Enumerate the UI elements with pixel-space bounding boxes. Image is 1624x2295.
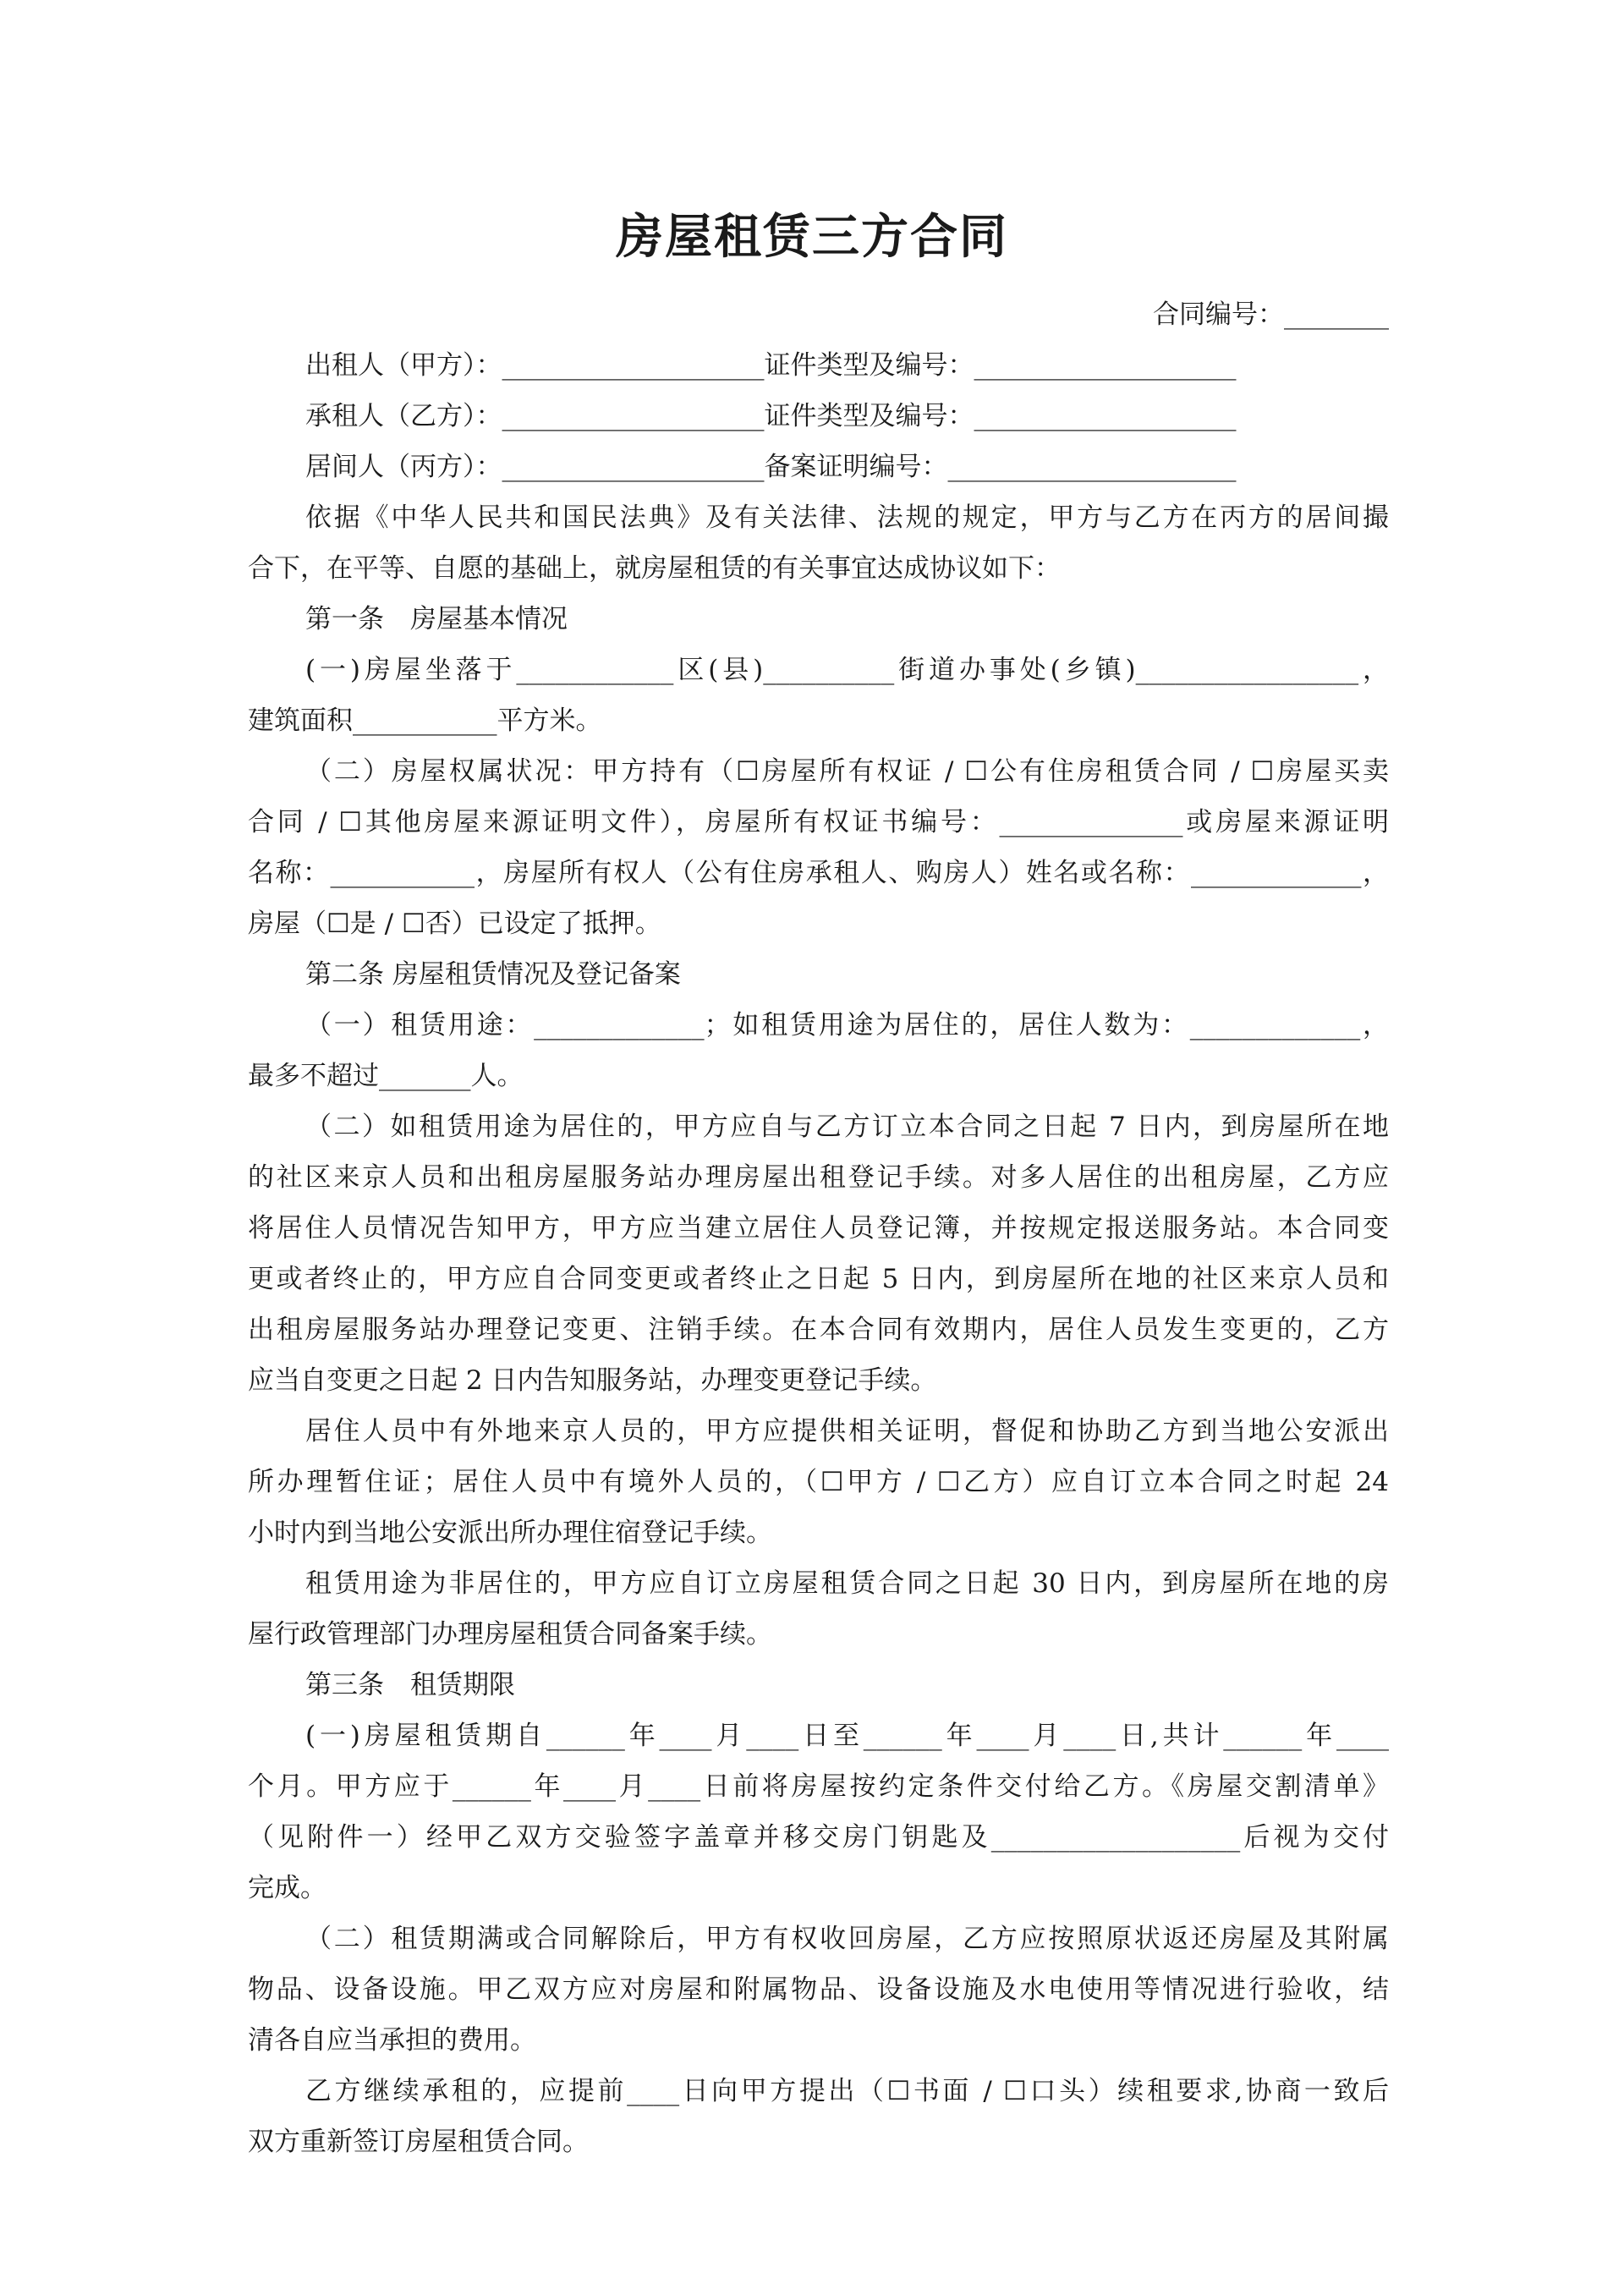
paragraph-line: (一)房屋租赁期自______年____月____日至______年____月____日,共计______年____ [305, 1721, 1389, 1751]
paragraph-line: (一)房屋坐落于____________区(县)__________街道办事处(乡镇)_________________， [305, 655, 1389, 685]
article-2-heading: 第二条 房屋租赁情况及登记备案 [305, 959, 681, 990]
paragraph-line: 更或者终止的，甲方应自合同变更或者终止之日起 5 日内，到房屋所在地的社区来京人员和 [248, 1264, 1389, 1294]
preamble-line: 依据《中华人民共和国民法典》及有关法律、法规的规定，甲方与乙方在丙方的居间撮 [305, 502, 1389, 533]
document-title: 房屋租赁三方合同 [616, 209, 1008, 265]
paragraph-line: 的社区来京人员和出租房屋服务站办理房屋出租登记手续。对多人居住的出租房屋，乙方应 [248, 1162, 1389, 1193]
paragraph-line: 所办理暂住证；居住人员中有境外人员的，（☐甲方 / ☐乙方）应自订立本合同之时起 24 [248, 1467, 1389, 1497]
article-3-heading: 第三条 租赁期限 [305, 1670, 515, 1700]
intermediary-line: 居间人（丙方）：____________________备案证明编号：______________________ [305, 452, 1237, 482]
paragraph-line: （二）如租赁用途为居住的，甲方应自与乙方订立本合同之日起 7 日内，到房屋所在地 [305, 1112, 1389, 1142]
paragraph-line: 租赁用途为非居住的，甲方应自订立房屋租赁合同之日起 30 日内，到房屋所在地的房 [305, 1568, 1389, 1599]
paragraph-line: 个月。甲方应于______年____月____日前将房屋按约定条件交付给乙方。《房屋交割清单》 [248, 1771, 1389, 1802]
paragraph-line: 建筑面积___________平方米。 [248, 706, 602, 736]
paragraph-line: 双方重新签订房屋租赁合同。 [248, 2127, 589, 2157]
paragraph-line: 屋行政管理部门办理房屋租赁合同备案手续。 [248, 1619, 772, 1650]
paragraph-line: 清各自应当承担的费用。 [248, 2025, 536, 2056]
paragraph-line: 小时内到当地公安派出所办理住宿登记手续。 [248, 1518, 772, 1548]
paragraph-line: 合同 / ☐其他房屋来源证明文件），房屋所有权证书编号：______________或房屋来源证明 [248, 807, 1389, 837]
paragraph-line: （见附件一）经甲乙双方交验签字盖章并移交房门钥匙及___________________后视为交付 [248, 1822, 1389, 1853]
contract-body [248, 289, 1389, 2167]
paragraph-line: （二）房屋权属状况：甲方持有（☐房屋所有权证 / ☐公有住房租赁合同 / ☐房屋买卖 [305, 756, 1389, 787]
paragraph-line: 完成。 [248, 1873, 326, 1903]
contract-number-line: 合同编号：________ [1153, 299, 1389, 330]
paragraph-line: 房屋（☐是 / ☐否）已设定了抵押。 [248, 909, 661, 939]
lessor-line: 出租人（甲方）：____________________证件类型及编号：____________________ [305, 350, 1237, 381]
paragraph-line: （二）租赁期满或合同解除后，甲方有权收回房屋，乙方应按照原状返还房屋及其附属 [305, 1924, 1389, 1954]
paragraph-line: 居住人员中有外地来京人员的，甲方应提供相关证明，督促和协助乙方到当地公安派出 [305, 1416, 1389, 1447]
paragraph-line: 名称：___________，房屋所有权人（公有住房承租人、购房人）姓名或名称：_____________， [248, 858, 1389, 888]
paragraph-line: 出租房屋服务站办理登记变更、注销手续。在本合同有效期内，居住人员发生变更的，乙方 [248, 1315, 1389, 1345]
paragraph-line: 物品、设备设施。甲乙双方应对房屋和附属物品、设备设施及水电使用等情况进行验收，结 [248, 1974, 1389, 2005]
article-1-heading: 第一条 房屋基本情况 [305, 604, 568, 634]
paragraph-line: 应当自变更之日起 2 日内告知服务站，办理变更登记手续。 [248, 1365, 937, 1396]
paragraph-line: 乙方继续承租的，应提前____日向甲方提出（☐书面 / ☐口头）续租要求,协商一致后 [305, 2076, 1389, 2106]
paragraph-line: 最多不超过_______人。 [248, 1061, 524, 1091]
lessee-line: 承租人（乙方）：____________________证件类型及编号：____________________ [305, 401, 1237, 431]
paragraph-line: （一）租赁用途：_____________；如租赁用途为居住的，居住人数为：_____________， [305, 1010, 1389, 1040]
paragraph-line: 将居住人员情况告知甲方，甲方应当建立居住人员登记簿，并按规定报送服务站。本合同变 [248, 1213, 1389, 1244]
preamble-line: 合下，在平等、自愿的基础上，就房屋租赁的有关事宜达成协议如下： [248, 553, 1061, 584]
